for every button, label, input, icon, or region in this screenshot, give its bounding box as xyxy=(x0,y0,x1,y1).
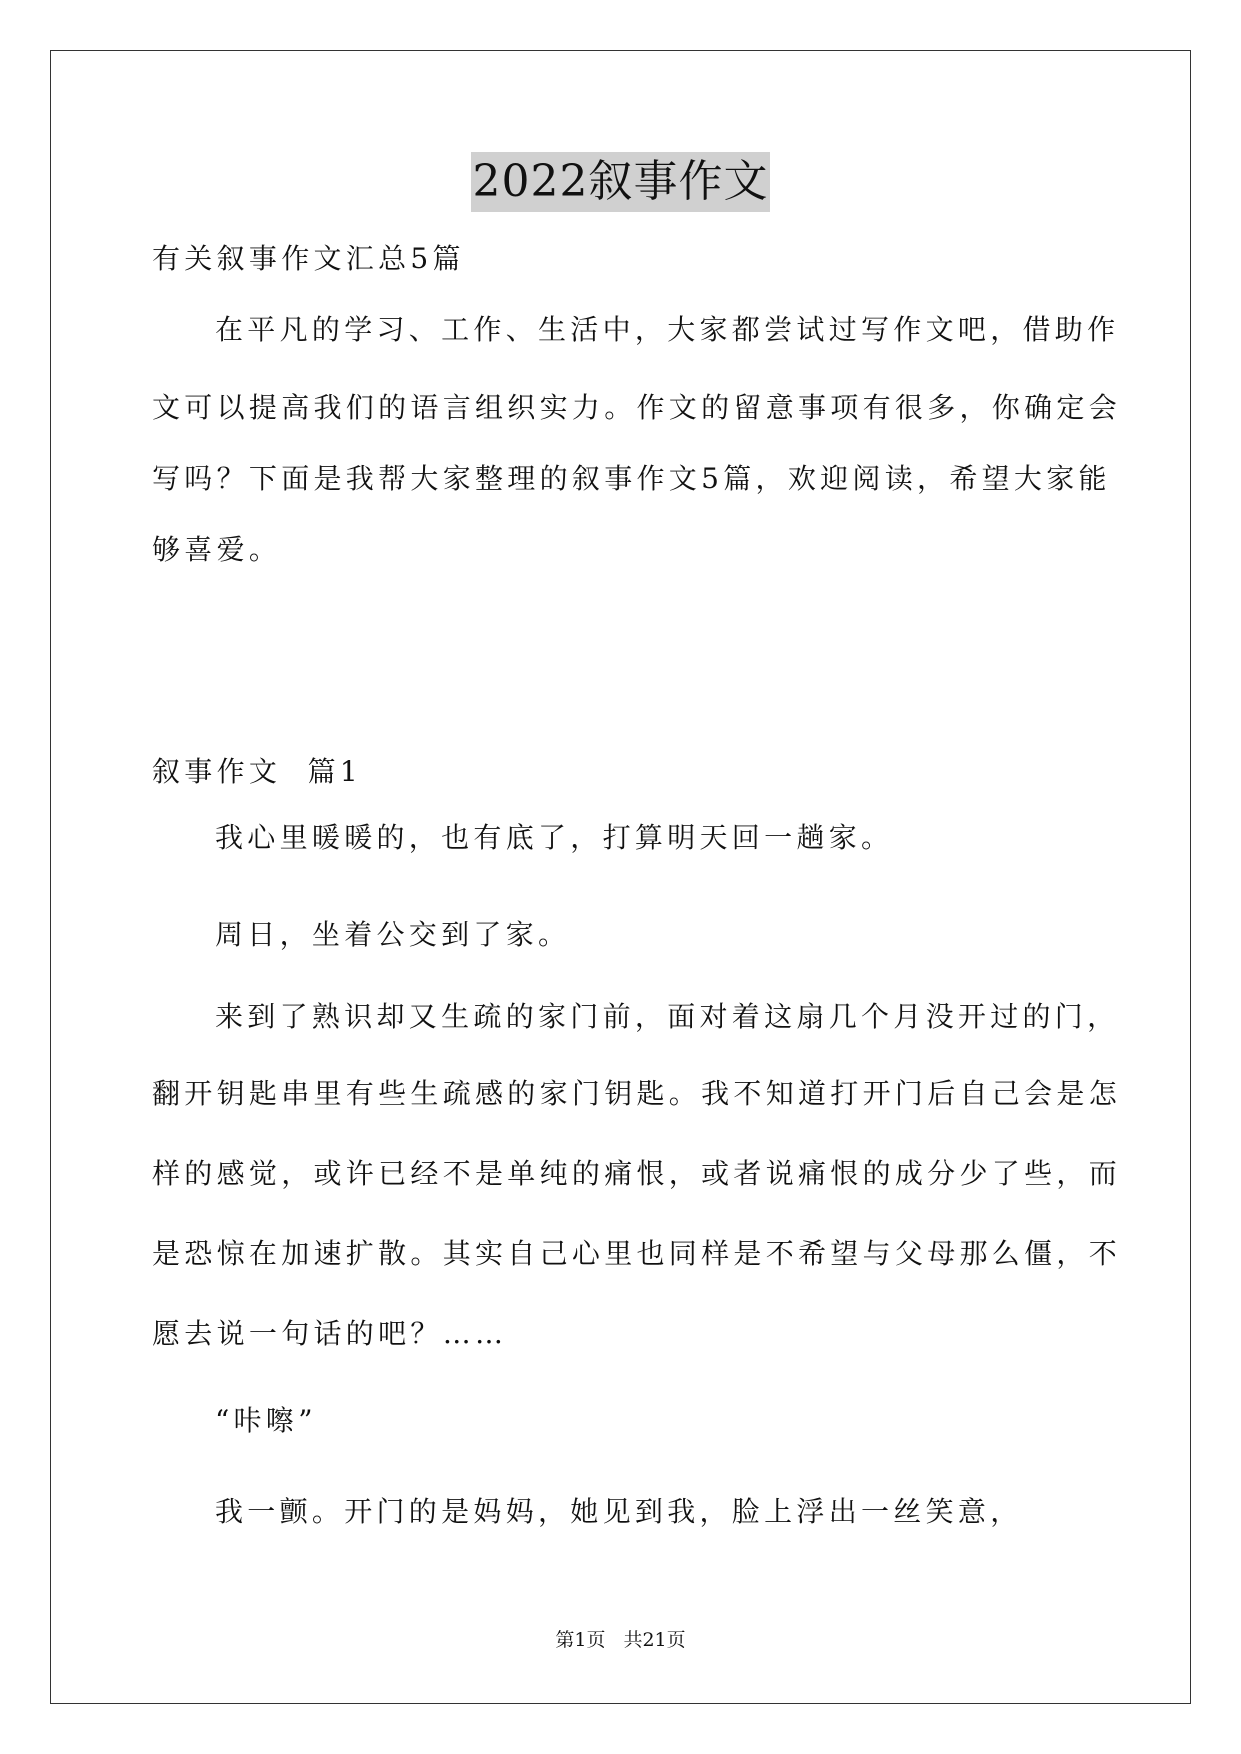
section-heading: 叙事作文 篇1 xyxy=(152,755,363,788)
page-total: 共21页 xyxy=(623,1629,686,1651)
document-subtitle: 有关叙事作文汇总5篇 xyxy=(152,242,465,275)
page-footer xyxy=(0,1628,1241,1652)
document-title: 2022叙事作文 xyxy=(471,152,771,212)
body-line: 周日，坐着公交到了家。 xyxy=(215,918,571,951)
body-line: 我一颤。开门的是妈妈，她见到我，脸上浮出一丝笑意， xyxy=(215,1495,1023,1528)
intro-line: 够喜爱。 xyxy=(152,533,282,566)
title-container xyxy=(0,152,1241,212)
body-line: 翻开钥匙串里有些生疏感的家门钥匙。我不知道打开门后自己会是怎 xyxy=(152,1077,1122,1110)
body-line: “咔嚓” xyxy=(215,1404,317,1437)
page-number: 第1页 xyxy=(555,1629,606,1651)
body-line: 是恐惊在加速扩散。其实自己心里也同样是不希望与父母那么僵，不 xyxy=(152,1237,1122,1270)
body-line: 样的感觉，或许已经不是单纯的痛恨，或者说痛恨的成分少了些，而 xyxy=(152,1157,1122,1190)
intro-line: 写吗？下面是我帮大家整理的叙事作文5篇，欢迎阅读，希望大家能 xyxy=(152,462,1111,495)
intro-line: 文可以提高我们的语言组织实力。作文的留意事项有很多，你确定会 xyxy=(152,391,1122,424)
intro-line: 在平凡的学习、工作、生活中，大家都尝试过写作文吧，借助作 xyxy=(215,313,1120,346)
body-line: 来到了熟识却又生疏的家门前，面对着这扇几个月没开过的门， xyxy=(215,1000,1120,1033)
body-line: 愿去说一句话的吧？…… xyxy=(152,1317,508,1350)
page-border xyxy=(50,50,1191,1704)
body-line: 我心里暖暖的，也有底了，打算明天回一趟家。 xyxy=(215,821,894,854)
